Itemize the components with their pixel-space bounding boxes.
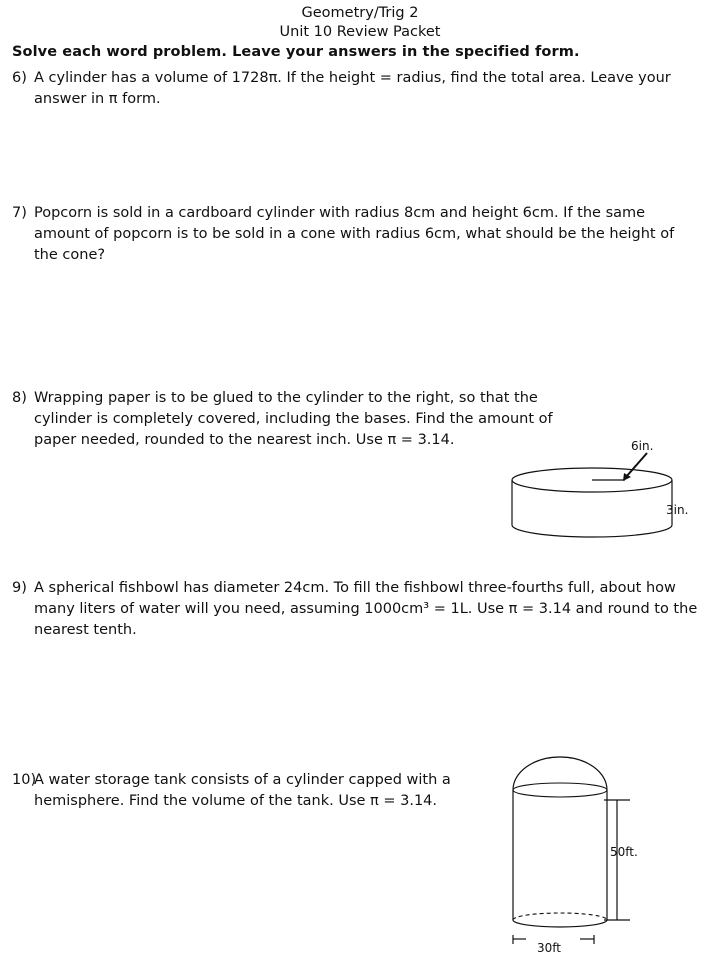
problem-number: 6) xyxy=(12,70,27,86)
problem-8 xyxy=(12,388,572,451)
problem-text: Popcorn is sold in a cardboard cylinder with radius 8cm and height 6cm. If the same amount of popcorn is to be sold in a cone with radius 6cm, what should be the height of the cone? xyxy=(34,205,675,263)
problem-number: 7) xyxy=(12,205,27,221)
tank-width-label: 30ft xyxy=(537,941,561,955)
problem-10 xyxy=(12,770,472,812)
problem-text: A water storage tank consists of a cylinder capped with a hemisphere. Find the volume of the tank. Use π = 3.14. xyxy=(34,772,451,809)
problem-number: 10) xyxy=(12,772,37,788)
problem-6 xyxy=(12,68,702,110)
problem-text: Wrapping paper is to be glued to the cylinder to the right, so that the cylinder is completely covered, including the bases. Find the amount of paper needed, rounded to the nearest inch. Use π = 3.14. xyxy=(34,390,553,448)
height-label: 3in. xyxy=(666,503,689,517)
problem-text: A cylinder has a volume of 1728π. If the height = radius, find the total area. Leave your answer in π form. xyxy=(34,70,671,107)
tank-base-hidden-edge xyxy=(513,913,607,920)
worksheet-header xyxy=(0,4,720,42)
problem-number: 9) xyxy=(12,580,27,596)
radius-label: 6in. xyxy=(631,439,654,453)
problem-9 xyxy=(12,578,712,641)
problem-7 xyxy=(12,203,692,266)
instructions: Solve each word problem. Leave your answers in the specified form. xyxy=(12,44,580,60)
cylinder-figure xyxy=(500,440,700,540)
packet-title: Unit 10 Review Packet xyxy=(279,24,441,40)
course-title: Geometry/Trig 2 xyxy=(301,5,419,21)
arrow-icon xyxy=(626,453,647,477)
tank-height-label: 50ft. xyxy=(610,845,638,859)
problem-number: 8) xyxy=(12,390,27,406)
problem-text: A spherical fishbowl has diameter 24cm. To fill the fishbowl three-fourths full, about how many liters of water will you need, assuming 1000cm³ = 1L. Use π = 3.14 and round to the nearest tenth. xyxy=(34,580,698,638)
